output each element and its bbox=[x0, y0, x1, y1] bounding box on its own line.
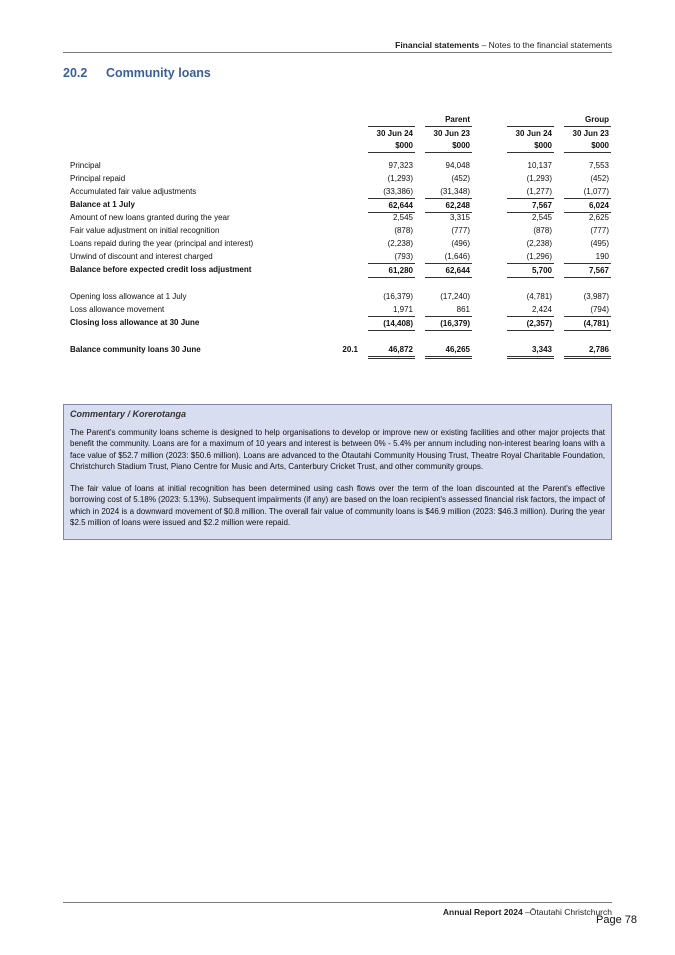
row-label: Closing loss allowance at 30 June bbox=[70, 318, 200, 327]
cell-value: 861 bbox=[456, 305, 470, 314]
cell-value: 62,248 bbox=[425, 198, 472, 213]
cell-value: (452) bbox=[451, 174, 470, 183]
col-date: 30 Jun 24 bbox=[368, 126, 415, 140]
header-section-name: Financial statements bbox=[395, 40, 480, 50]
row-label: Balance community loans 30 June bbox=[70, 345, 201, 354]
row-label: Accumulated fair value adjustments bbox=[70, 187, 197, 196]
row-label: Balance before expected credit loss adjustment bbox=[70, 265, 252, 274]
table-row bbox=[70, 303, 612, 316]
commentary-paragraph: The fair value of loans at initial recognition has been determined using cash flows over the term of the loan discounted at the Parent's effective borrowing cost of 5.18% (2023: 5.13%). Subsequent impairments (if any) are based on the loan recipient's assessed financial risk factors, the impact of which in 2024 is a downward movement of $0.8 million. The overall fair value of community loans is $46.9 million (2023: $46.3 million). During the year $2.5 million of loans were issued and $2.2 million were repaid. bbox=[70, 483, 605, 527]
cell-value: 3,343 bbox=[507, 343, 554, 359]
table-row bbox=[70, 343, 612, 356]
cell-value: 7,567 bbox=[507, 198, 554, 213]
cell-value: (4,781) bbox=[564, 316, 611, 331]
cell-value: 2,786 bbox=[564, 343, 611, 359]
cell-value: 61,280 bbox=[368, 263, 415, 278]
cell-value: 46,265 bbox=[425, 343, 472, 359]
table-row bbox=[70, 211, 612, 224]
cell-value: (793) bbox=[394, 252, 413, 261]
cell-value: (17,240) bbox=[440, 292, 470, 301]
cell-value: 46,872 bbox=[368, 343, 415, 359]
row-note: 20.1 bbox=[342, 345, 358, 354]
community-loans-table bbox=[70, 113, 612, 356]
group-header-row bbox=[70, 113, 612, 126]
row-label: Amount of new loans granted during the year bbox=[70, 213, 230, 222]
cell-value: (4,781) bbox=[526, 292, 552, 301]
cell-value: 94,048 bbox=[445, 161, 470, 170]
cell-value: (3,987) bbox=[583, 292, 609, 301]
col-unit: $000 bbox=[564, 139, 611, 153]
cell-value: (2,238) bbox=[526, 239, 552, 248]
cell-value: (2,238) bbox=[387, 239, 413, 248]
cell-value: 5,700 bbox=[507, 263, 554, 278]
cell-value: 10,137 bbox=[527, 161, 552, 170]
row-label: Balance at 1 July bbox=[70, 200, 135, 209]
row-label: Loans repaid during the year (principal and interest) bbox=[70, 239, 254, 248]
cell-value: (878) bbox=[394, 226, 413, 235]
cell-value: (1,077) bbox=[583, 187, 609, 196]
table-row bbox=[70, 290, 612, 303]
table-row bbox=[70, 250, 612, 263]
table-row bbox=[70, 237, 612, 250]
table-row bbox=[70, 316, 612, 329]
cell-value: (878) bbox=[533, 226, 552, 235]
cell-value: 190 bbox=[595, 252, 609, 261]
row-label: Fair value adjustment on initial recognition bbox=[70, 226, 220, 235]
row-label: Principal bbox=[70, 161, 101, 170]
row-label: Opening loss allowance at 1 July bbox=[70, 292, 187, 301]
commentary-paragraph: The Parent's community loans scheme is designed to help organisations to develop or improve new or existing facilities and other major projects that benefit the community. Loans are for a maximum of 10 years and interest is between 0% - 5.4% per annum including non-interest bearing loans with a face value of $52.7 million (2023: $50.6 million). Loans are advanced to the Ōtautahi Community Housing Trust, Theatre Royal Charitable Foundation, Christchurch Stadium Trust, Piano Centre for Music and Arts, Canterbury Cricket Trust, and other community groups. bbox=[70, 427, 605, 471]
col-unit: $000 bbox=[425, 139, 472, 153]
cell-value: 3,315 bbox=[449, 213, 470, 222]
cell-value: (2,357) bbox=[507, 316, 554, 331]
cell-value: 1,971 bbox=[392, 305, 413, 314]
section-title bbox=[63, 66, 211, 80]
col-date: 30 Jun 24 bbox=[507, 126, 554, 140]
col-unit: $000 bbox=[507, 139, 554, 153]
cell-value: (777) bbox=[590, 226, 609, 235]
section-title-text: Community loans bbox=[106, 66, 211, 80]
table-row bbox=[70, 198, 612, 211]
table-row bbox=[70, 263, 612, 276]
cell-value: 7,567 bbox=[564, 263, 611, 278]
cell-value: (452) bbox=[590, 174, 609, 183]
cell-value: (495) bbox=[590, 239, 609, 248]
cell-value: (1,277) bbox=[526, 187, 552, 196]
col-date: 30 Jun 23 bbox=[564, 126, 611, 140]
cell-value: (16,379) bbox=[383, 292, 413, 301]
cell-value: (14,408) bbox=[368, 316, 415, 331]
cell-value: (1,646) bbox=[444, 252, 470, 261]
row-label: Loss allowance movement bbox=[70, 305, 165, 314]
row-label: Principal repaid bbox=[70, 174, 126, 183]
running-footer bbox=[63, 902, 612, 917]
cell-value: 2,545 bbox=[392, 213, 413, 222]
row-label: Unwind of discount and interest charged bbox=[70, 252, 213, 261]
cell-value: (496) bbox=[451, 239, 470, 248]
cell-value: 62,644 bbox=[425, 263, 472, 278]
cell-value: (1,293) bbox=[526, 174, 552, 183]
commentary-title: Commentary / Korerotanga bbox=[70, 409, 187, 419]
parent-header: Parent bbox=[445, 115, 470, 124]
cell-value: 97,323 bbox=[388, 161, 413, 170]
cell-value: (1,293) bbox=[387, 174, 413, 183]
table-row bbox=[70, 185, 612, 198]
group-header: Group bbox=[585, 115, 609, 124]
cell-value: (33,386) bbox=[383, 187, 413, 196]
date-header-row bbox=[70, 126, 612, 139]
cell-value: 2,545 bbox=[531, 213, 552, 222]
running-header bbox=[63, 40, 612, 53]
cell-value: 62,644 bbox=[368, 198, 415, 213]
header-subsection: – Notes to the financial statements bbox=[479, 40, 612, 50]
col-date: 30 Jun 23 bbox=[425, 126, 472, 140]
cell-value: (777) bbox=[451, 226, 470, 235]
footer-report-name: Annual Report 2024 bbox=[442, 907, 523, 917]
cell-value: 7,553 bbox=[588, 161, 609, 170]
unit-header-row bbox=[70, 139, 612, 152]
cell-value: (31,348) bbox=[440, 187, 470, 196]
cell-value: (1,296) bbox=[526, 252, 552, 261]
page-number: Page 78 bbox=[596, 914, 637, 926]
cell-value: 2,625 bbox=[588, 213, 609, 222]
footer-place: –Ōtautahi Christchurch bbox=[522, 907, 612, 917]
cell-value: 6,024 bbox=[564, 198, 611, 213]
col-unit: $000 bbox=[368, 139, 415, 153]
section-number: 20.2 bbox=[63, 66, 88, 80]
table-row bbox=[70, 224, 612, 237]
cell-value: 2,424 bbox=[531, 305, 552, 314]
cell-value: (16,379) bbox=[425, 316, 472, 331]
table-row bbox=[70, 159, 612, 172]
commentary-box bbox=[63, 404, 612, 540]
table-row bbox=[70, 172, 612, 185]
cell-value: (794) bbox=[590, 305, 609, 314]
